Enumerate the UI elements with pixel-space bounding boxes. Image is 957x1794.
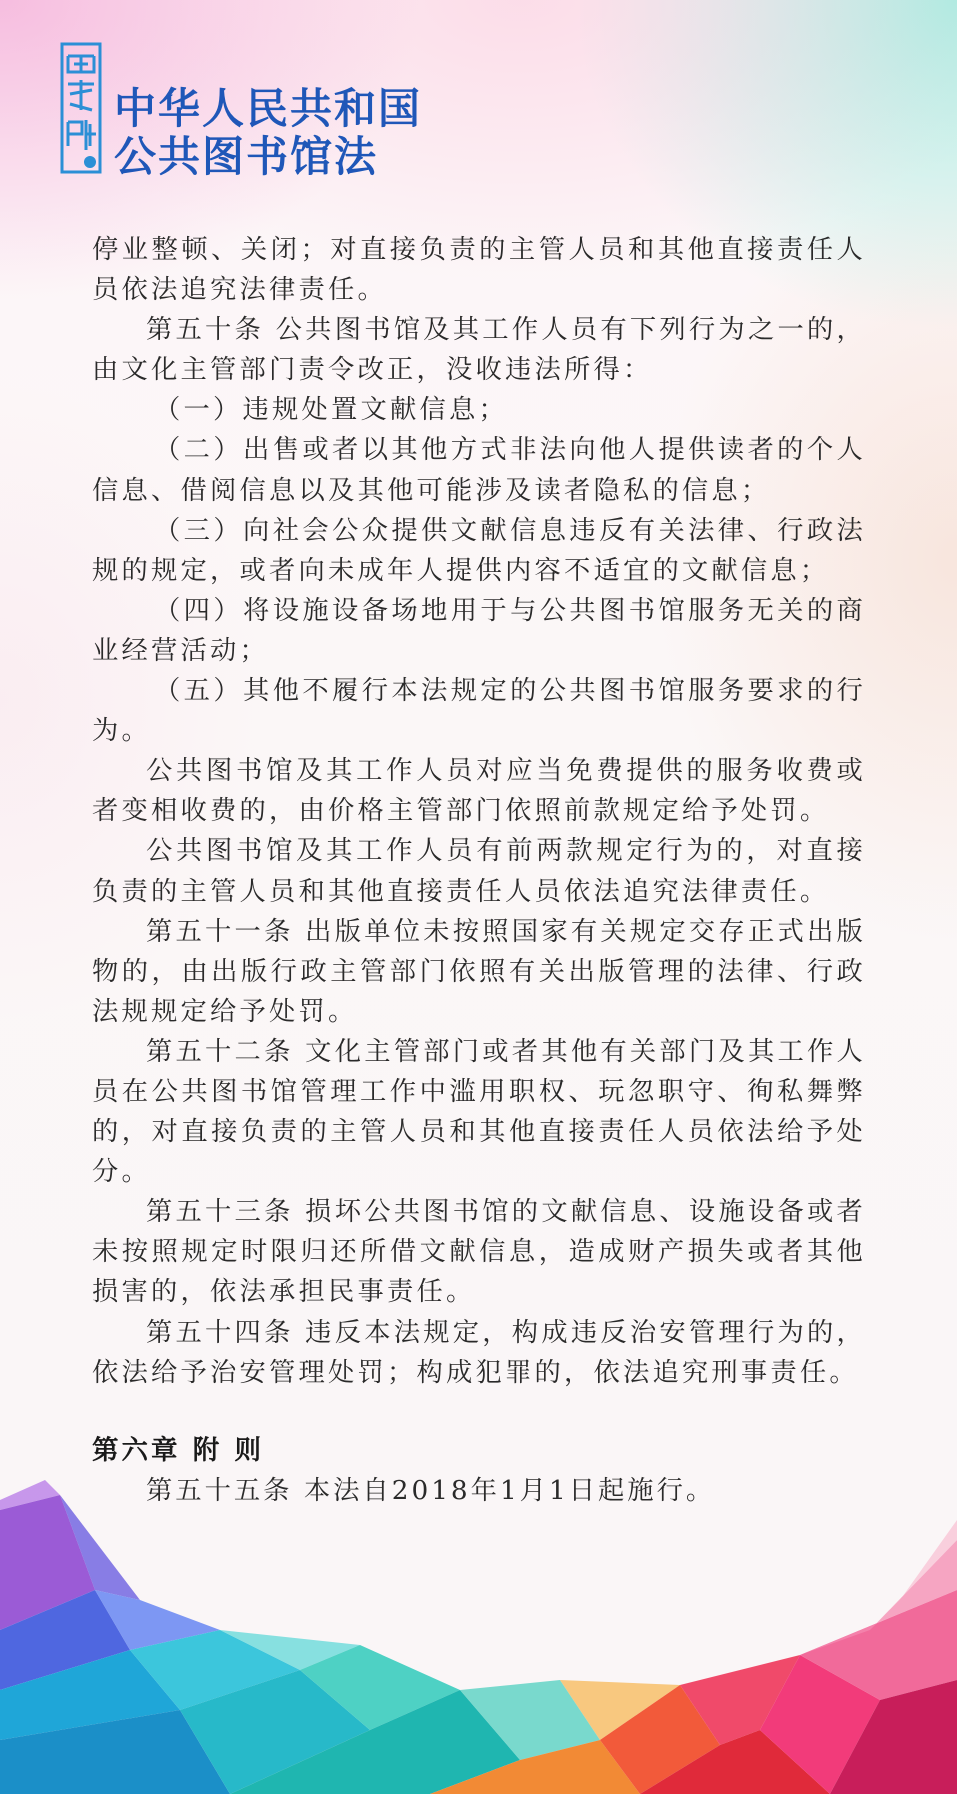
law-title-line1: 中华人民共和国 [114, 84, 423, 133]
law-text-body [92, 230, 866, 1393]
article-50-item-2: （二）出售或者以其他方式非法向他人提供读者的个人信息、借阅信息以及其他可能涉及读者隐私的信息； [92, 435, 866, 506]
article-50-para-3: 公共图书馆及其工作人员有前两款规定行为的，对直接负责的主管人员和其他直接责任人员依法追究法律责任。 [92, 836, 866, 907]
article-50: 第五十条 公共图书馆及其工作人员有下列行为之一的，由文化主管部门责令改正，没收违法所得： [92, 315, 866, 386]
article-51: 第五十一条 出版单位未按照国家有关规定交存正式出版物的，由出版行政主管部门依照有关出版管理的法律、行政法规规定给予处罚。 [92, 916, 866, 1027]
law-title-line2: 公共图书馆法 [114, 132, 379, 181]
article-50-item-3: （三）向社会公众提供文献信息违反有关法律、行政法规的规定，或者向未成年人提供内容不适宜的文献信息； [92, 515, 866, 586]
document-header [60, 38, 480, 181]
article-55: 第五十五条 本法自2018年1月1日起施行。 [146, 1476, 716, 1506]
chapter-heading: 第六章 附 则 [92, 1435, 264, 1466]
article-53: 第五十三条 损坏公共图书馆的文献信息、设施设备或者未按照规定时限归还所借文献信息，造成财产损失或者其他损害的，依法承担民事责任。 [92, 1197, 866, 1308]
polygon-decoration [0, 1480, 957, 1794]
paragraph: 停业整顿、关闭；对直接负责的主管人员和其他直接责任人员依法追究法律责任。 [92, 235, 866, 306]
article-52: 第五十二条 文化主管部门或者其他有关部门及其工作人员在公共图书馆管理工作中滥用职权、玩忽职守、徇私舞弊的，对直接负责的主管人员和其他直接责任人员依法给予处分。 [92, 1036, 866, 1188]
article-50-item-4: （四）将设施设备场地用于与公共图书馆服务无关的商业经营活动； [92, 595, 866, 666]
article-54: 第五十四条 违反本法规定，构成违反治安管理行为的，依法给予治安管理处罚；构成犯罪的，依法追究刑事责任。 [92, 1317, 866, 1388]
seal-emblem-icon [60, 42, 104, 176]
article-50-item-1: （一）违规处置文献信息； [154, 395, 508, 426]
article-50-para-2: 公共图书馆及其工作人员对应当免费提供的服务收费或者变相收费的，由价格主管部门依照前款规定给予处罚。 [92, 756, 866, 827]
article-50-item-5: （五）其他不履行本法规定的公共图书馆服务要求的行为。 [92, 676, 866, 747]
